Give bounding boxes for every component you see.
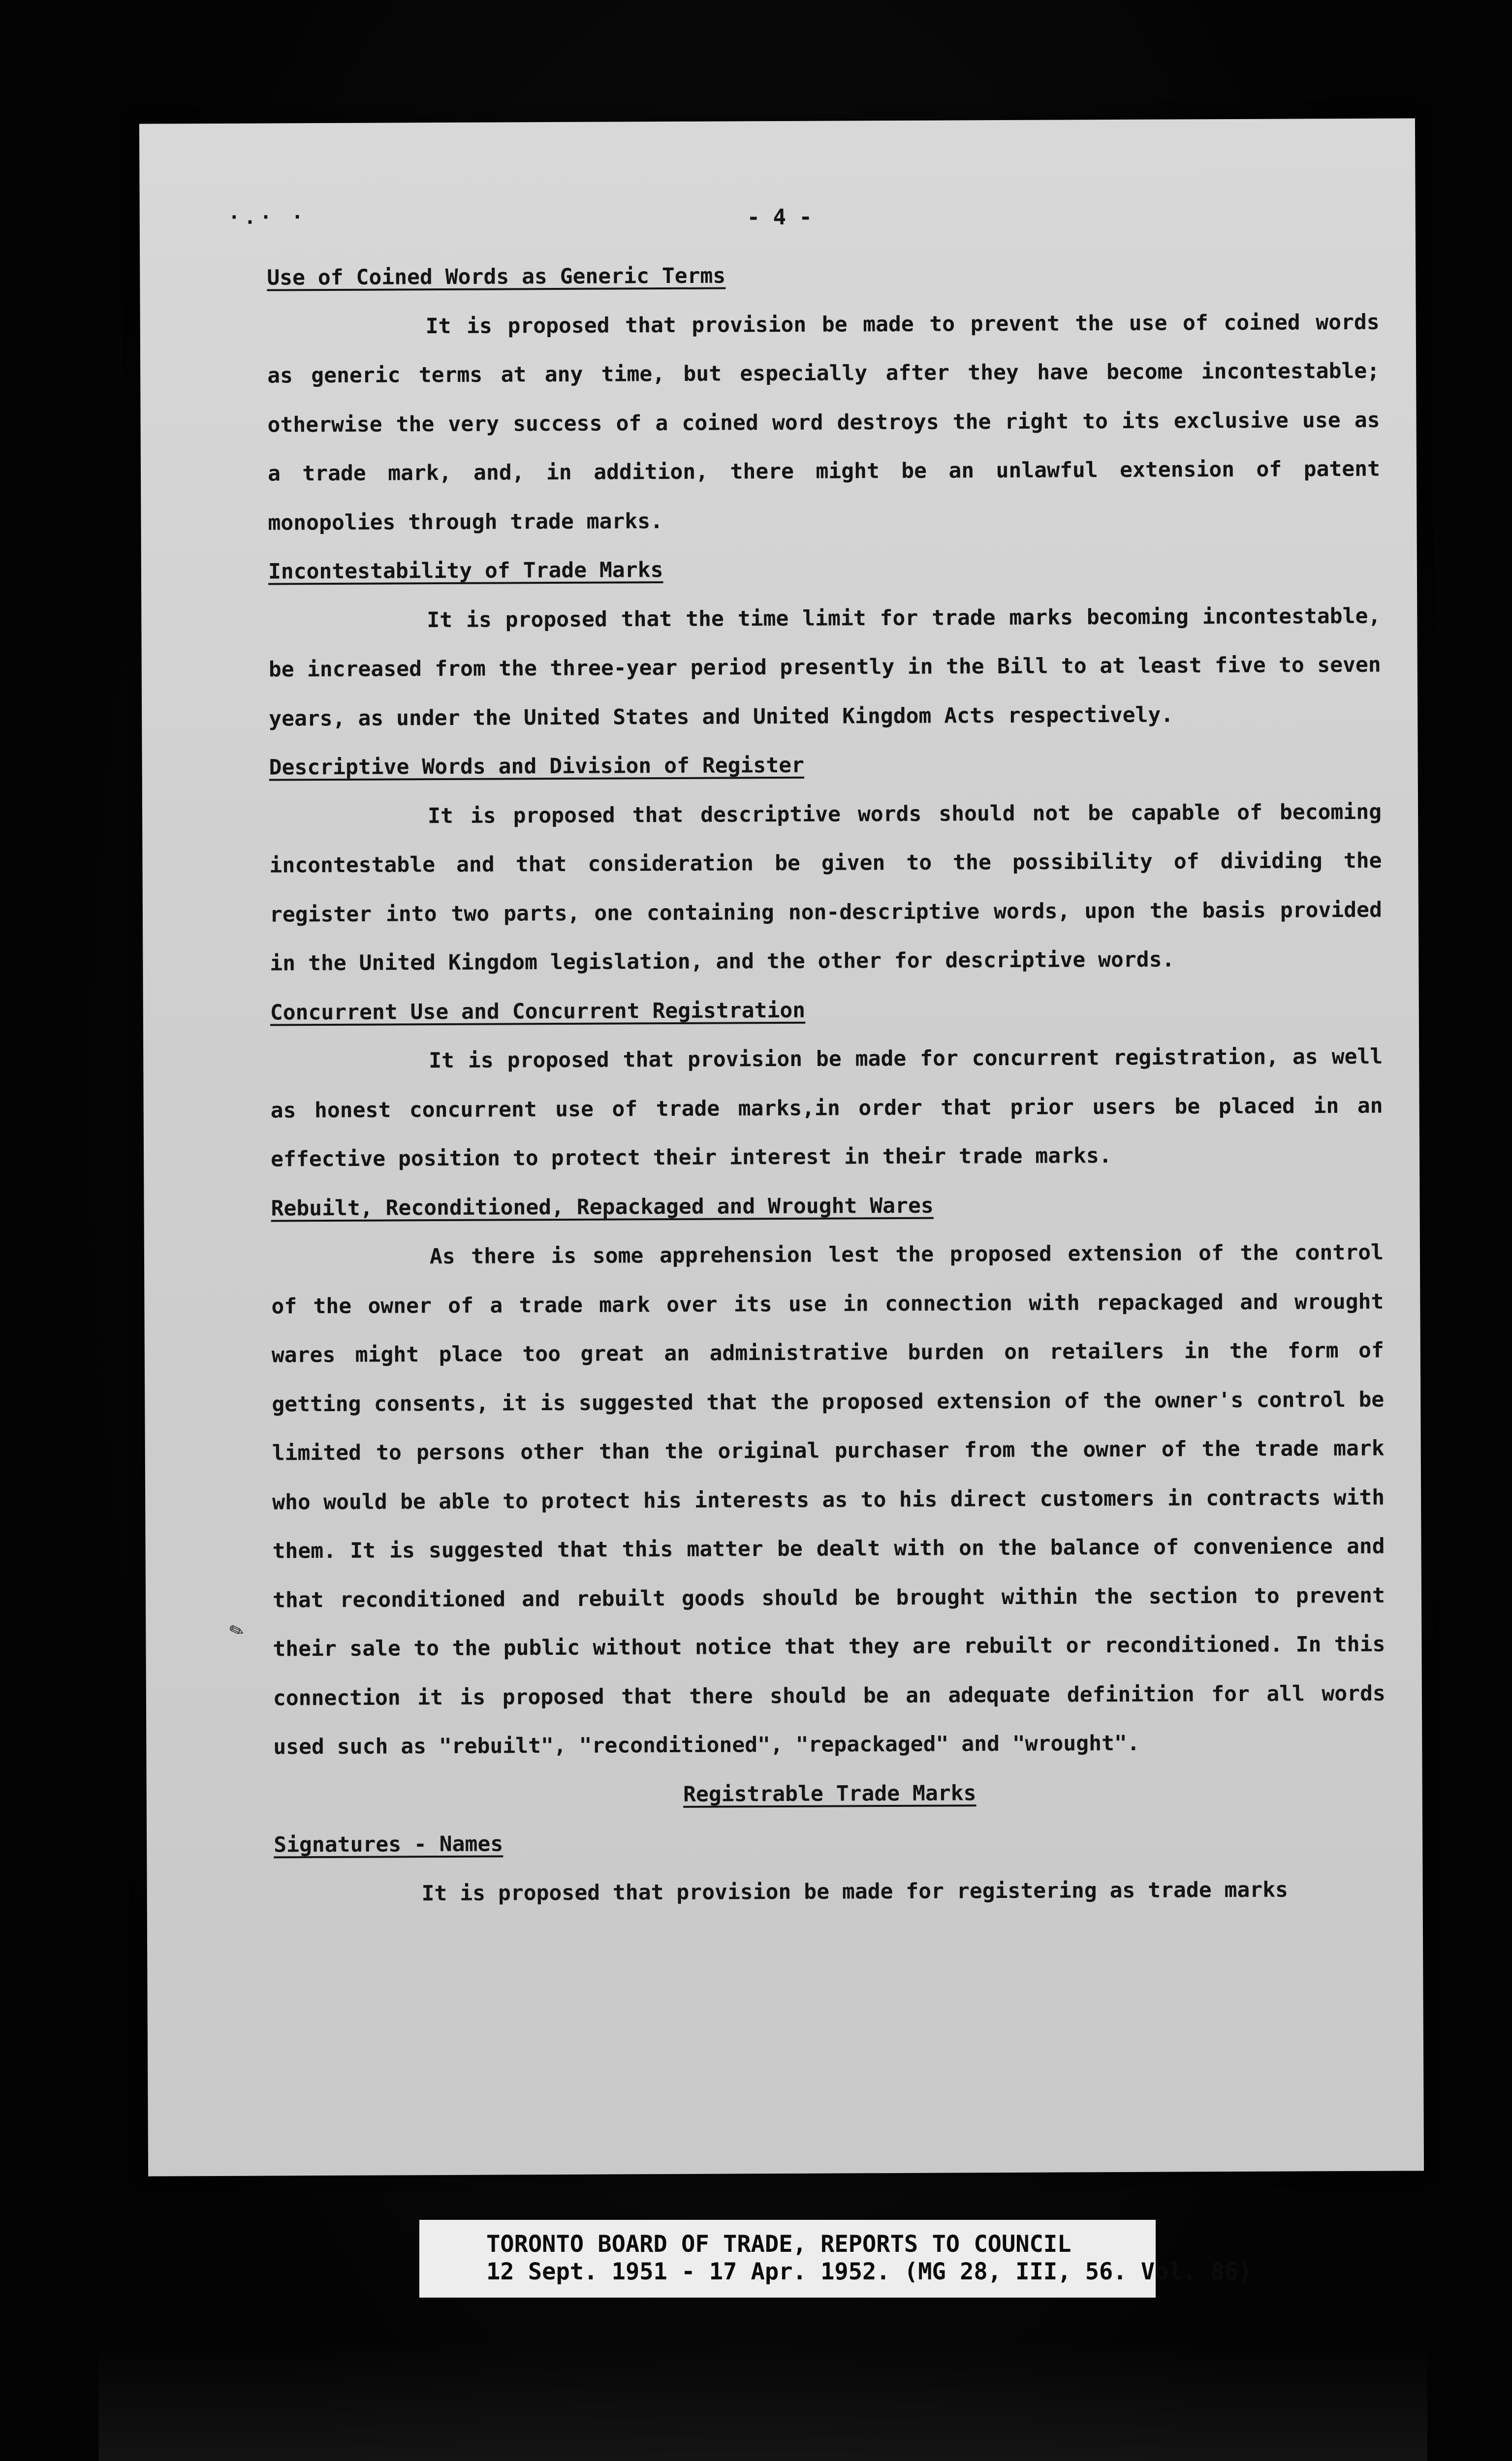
film-shadow-band (98, 2343, 1427, 2461)
archive-label-line-2: 12 Sept. 1951 - 17 Apr. 1952. (MG 28, III, 56. Vol. 86) (486, 2258, 1253, 2285)
section-heading-line (267, 249, 1379, 303)
scan-specks: ·.· · (228, 206, 308, 229)
section-heading-line (269, 739, 1381, 792)
section-heading-line (274, 1816, 1386, 1870)
heading-registrable-trade-marks: Registrable Trade Marks (683, 1780, 976, 1807)
section-paragraph-concurrent-use: It is proposed that provision be made for concurrent registration, as well as honest concurrent use of trade marks,in order that prior users be placed in an effective position to protect their interest in their trade marks. (270, 1044, 1383, 1172)
section-heading-line (271, 1179, 1383, 1233)
section-heading-rebuilt-wares: Rebuilt, Reconditioned, Repackaged and Wrought Wares (271, 1193, 934, 1221)
section-heading-incontestability: Incontestability of Trade Marks (268, 558, 663, 584)
section-paragraph-incontestability: It is proposed that the time limit for trade marks becoming incontestable, be increased from the three-year period presently in the Bill to at least five to seven years, as under the United States and United Kingdom Acts respectively. (268, 603, 1381, 731)
section-heading-signatures-names: Signatures - Names (274, 1831, 504, 1858)
document-body (267, 249, 1386, 1919)
page-number: - 4 - (747, 204, 813, 230)
archive-reference-label (419, 2220, 1253, 2298)
document-page (139, 118, 1424, 2176)
section-heading-concurrent-use: Concurrent Use and Concurrent Registration (270, 998, 806, 1025)
section-paragraph-descriptive-words: It is proposed that descriptive words should not be capable of becoming incontestable and that consideration be given to the possibility of dividing the register into two parts, one containing non-descriptive words, upon the basis provided in the United Kingdom legislation, and the other for descriptive words. (269, 799, 1383, 976)
section-heading-line (268, 543, 1381, 597)
section-paragraph-coined-words: It is proposed that provision be made to prevent the use of coined words as generic terms at any time, but especially after they have become incontestable; otherwise the very success of a coined word destroys the right to its exclusive use as a trade mark, and, in addition, there might be an unlawful extension of patent monopolies through trade marks. (267, 310, 1381, 536)
section-heading-line (270, 983, 1383, 1037)
section-paragraph-rebuilt-wares: As there is some apprehension lest the proposed extension of the control of the owner of a trade mark over its use in connection with repackaged and wrought wares might place too great an administrative burden on retailers in the form of getting consents, it is suggested that the proposed extension of the owner's control be limited to persons other than the original purchaser from the owner of the trade mark who would be able to protect his interests as to his direct customers in contracts with them. It is suggested that this matter be dealt with on the balance of convenience and that reconditioned and rebuilt goods should be brought within the section to prevent their sale to the public without notice that they are rebuilt or reconditioned. In this connection it is proposed that there should be an adequate definition for all words used such as "rebuilt", "reconditioned", "repackaged" and "wrought". (271, 1240, 1386, 1760)
section-paragraph-signatures-names: It is proposed that provision be made for registering as trade marks (421, 1877, 1289, 1906)
section-heading-descriptive-words: Descriptive Words and Division of Register (269, 753, 805, 780)
archive-label-line-1: TORONTO BOARD OF TRADE, REPORTS TO COUNCIL (486, 2231, 1071, 2258)
section-heading-coined-words: Use of Coined Words as Generic Terms (267, 263, 726, 290)
centered-heading-line (274, 1767, 1386, 1821)
margin-scribble: ✎ (225, 1615, 247, 1644)
